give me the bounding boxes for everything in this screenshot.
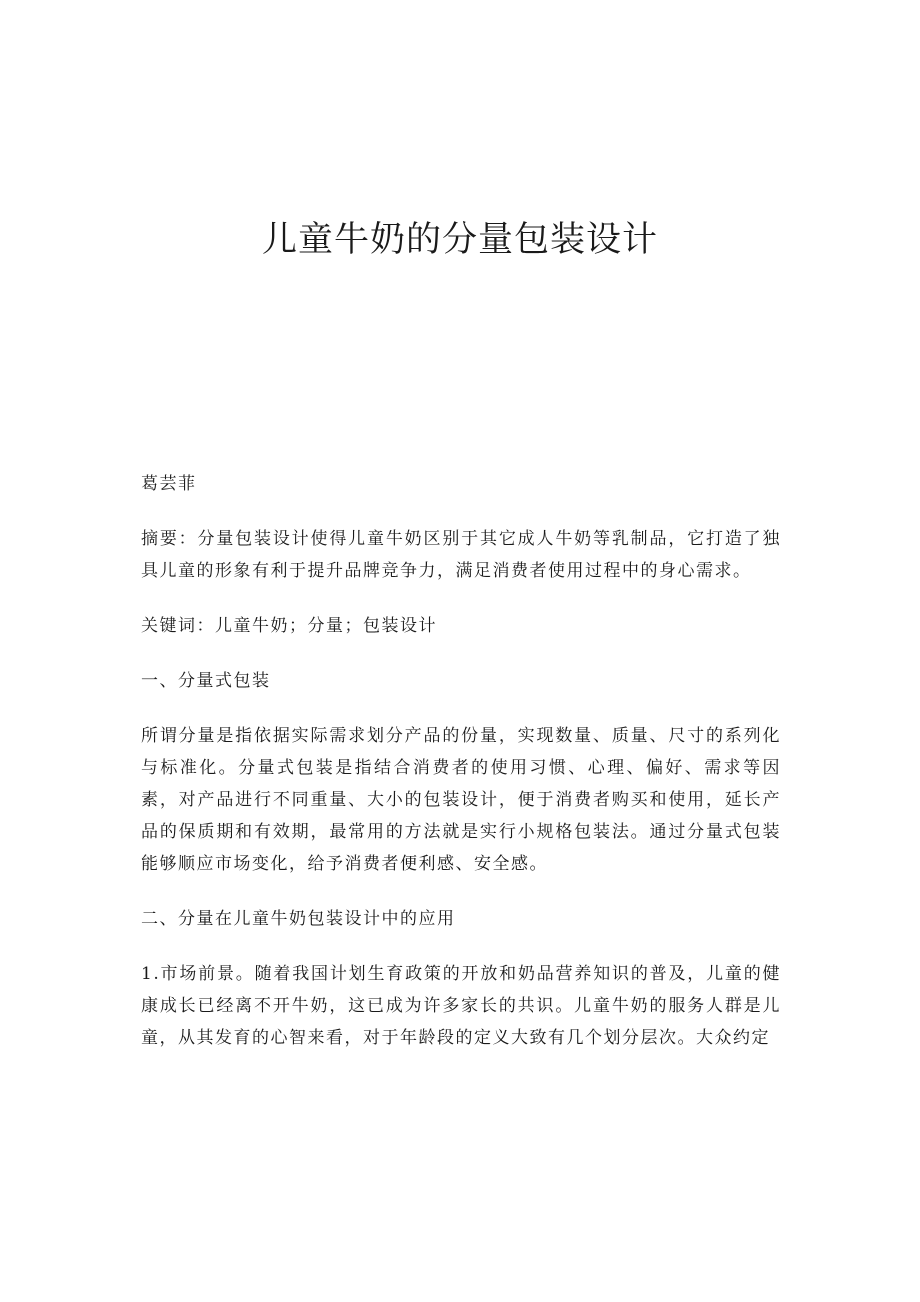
section-1-heading: 一、分量式包装 (141, 671, 271, 691)
section-1-paragraph: 所谓分量是指依据实际需求划分产品的份量，实现数量、质量、尺寸的系列化与标准化。分量式包装是指结合消费者的使用习惯、心理、偏好、需求等因素，对产品进行不同重量、大小的包装设计，便于消费者购买和使用，延长产品的保质期和有效期，最常用的方法就是实行小规格包装法。通过分量式包装能够顺应市场变化，给予消费者便利感、安全感。 (141, 726, 781, 874)
abstract-paragraph: 摘要：分量包装设计使得儿童牛奶区别于其它成人牛奶等乳制品，它打造了独具儿童的形象有利于提升品牌竞争力，满足消费者使用过程中的身心需求。 (141, 529, 781, 581)
section-2-heading: 二、分量在儿童牛奶包装设计中的应用 (141, 909, 456, 929)
author-name: 葛芸菲 (141, 474, 197, 494)
paper-body (141, 468, 781, 1077)
keywords-line: 关键词：儿童牛奶；分量；包装设计 (141, 616, 437, 636)
paper-title: 儿童牛奶的分量包装设计 (261, 220, 658, 260)
section-2-paragraph: 1.市场前景。随着我国计划生育政策的开放和奶品营养知识的普及，儿童的健康成长已经离不开牛奶，这已成为许多家长的共识。儿童牛奶的服务人群是儿童，从其发育的心智来看，对于年龄段的定义大致有几个划分层次。大众约定 (141, 964, 781, 1048)
